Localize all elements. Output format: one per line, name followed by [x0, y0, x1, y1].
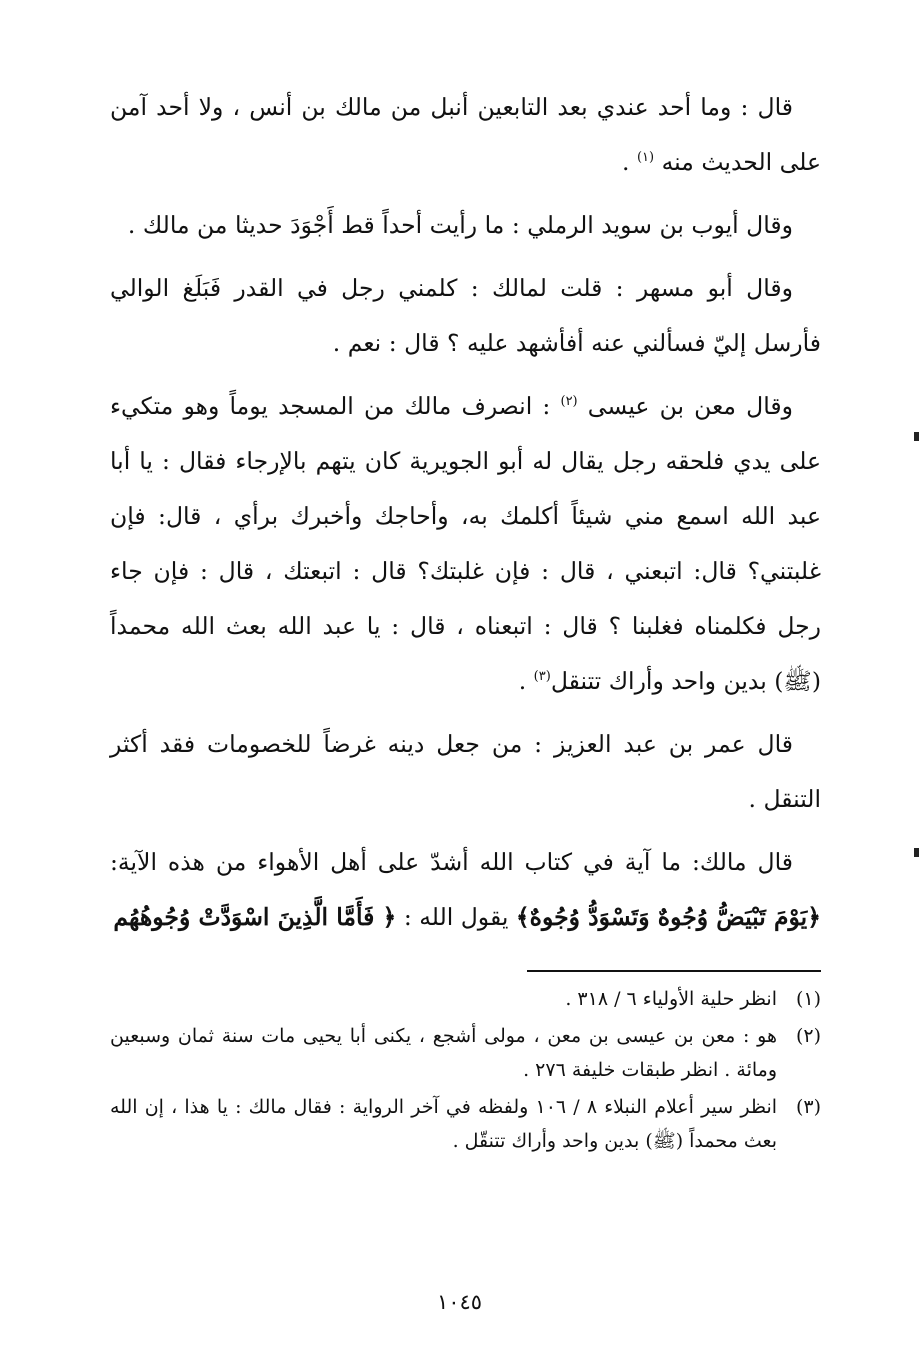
footnote-text: هو : معن بن عيسى بن معن ، مولى أشجع ، يكنى أبا يحيى مات سنة ثمان وسبعين ومائة . انظر طبقات خليفة ٢٧٦ . [110, 1025, 777, 1081]
footnotes [110, 982, 821, 1161]
paragraph-abu-mushir: وقال أبو مسهر : قلت لمالك : كلمني رجل في القدر فَبَلَغ الوالي فأرسل إليّ فسألني عنه أفأشهد عليه ؟ قال : نعم . [110, 274, 821, 357]
footnote-ref-2: (٢) [560, 394, 578, 410]
footnote-ref-3: (٣) [533, 669, 551, 685]
footnote-number: (٢) [795, 1025, 821, 1047]
paragraph-umar: قال عمر بن عبد العزيز : من جعل دينه غرضاً للخصومات فقد أكثر التنقل . [110, 730, 821, 813]
paragraph-text: : انصرف مالك من المسجد يوماً وهو متكيء على يدي فلحقه رجل يقال له أبو الجويرية كان يتهم بالإرجاء فقال : يا أبا عبد الله اسمع مني شيئاً أكلمك به، وأحاجك وأخبرك برأي ، قال: فإن غلبتني؟ قال: اتبعني ، قال : فإن غلبتك؟ قال : اتبعتك ، قال : فإن جاء رجل فكلمناه فغلبنا ؟ قال : اتبعناه ، قال : يا عبد الله بعث الله محمداً (ﷺ) بدين واحد وأراك تتنقل [110, 392, 821, 695]
footnote-text: انظر حلية الأولياء ٦ / ٣١٨ . [565, 988, 777, 1010]
main-text [110, 80, 821, 945]
footnote-number: (٣) [795, 1096, 821, 1118]
quran-verse: ﴿يَوْمَ تَبْيَضُّ وُجُوهٌ وَتَسْوَدُّ وُجُوهٌ﴾ [515, 903, 821, 931]
paragraph-maan [110, 379, 821, 709]
paragraph-quran-verse [110, 835, 821, 945]
quran-verse: ﴿ فَأَمَّا الَّذِينَ اسْوَدَّتْ وُجُوهُهُم [113, 903, 397, 931]
paragraph-text: قال مالك: ما آية في كتاب الله أشدّ على أهل الأهواء من هذه الآية: [110, 848, 793, 876]
footnote-number: (١) [795, 988, 821, 1010]
paragraph-ayyub: وقال أيوب بن سويد الرملي : ما رأيت أحداً قط أَجْوَدَ حديثا من مالك . [127, 211, 793, 239]
footnote-2 [110, 1019, 821, 1087]
footnote-divider [527, 970, 821, 972]
sentence-period: . [621, 148, 630, 176]
margin-tick-mark [914, 432, 919, 441]
footnote-text: انظر سير أعلام النبلاء ٨ / ١٠٦ ولفظه في آخر الرواية : فقال مالك : يا هذا ، إن الله بعث محمداً (ﷺ) بدين واحد وأراك تتنقّل . [110, 1096, 778, 1152]
paragraph-text: قال : وما أحد عندي بعد التابعين أنبل من مالك بن أنس ، ولا أحد آمن على الحديث منه [110, 93, 821, 176]
margin-tick-mark [914, 848, 919, 857]
footnote-1 [110, 982, 821, 1016]
page-number: ١٠٤٥ [436, 1290, 483, 1314]
sentence-period: . [518, 667, 527, 695]
paragraph-text: يقول الله : [403, 903, 509, 931]
paragraph-text: وقال معن بن عيسى [587, 392, 793, 420]
footnote-3 [110, 1090, 821, 1158]
footnote-ref-1: (١) [636, 150, 655, 166]
paragraph-malik-nobility [110, 80, 821, 190]
